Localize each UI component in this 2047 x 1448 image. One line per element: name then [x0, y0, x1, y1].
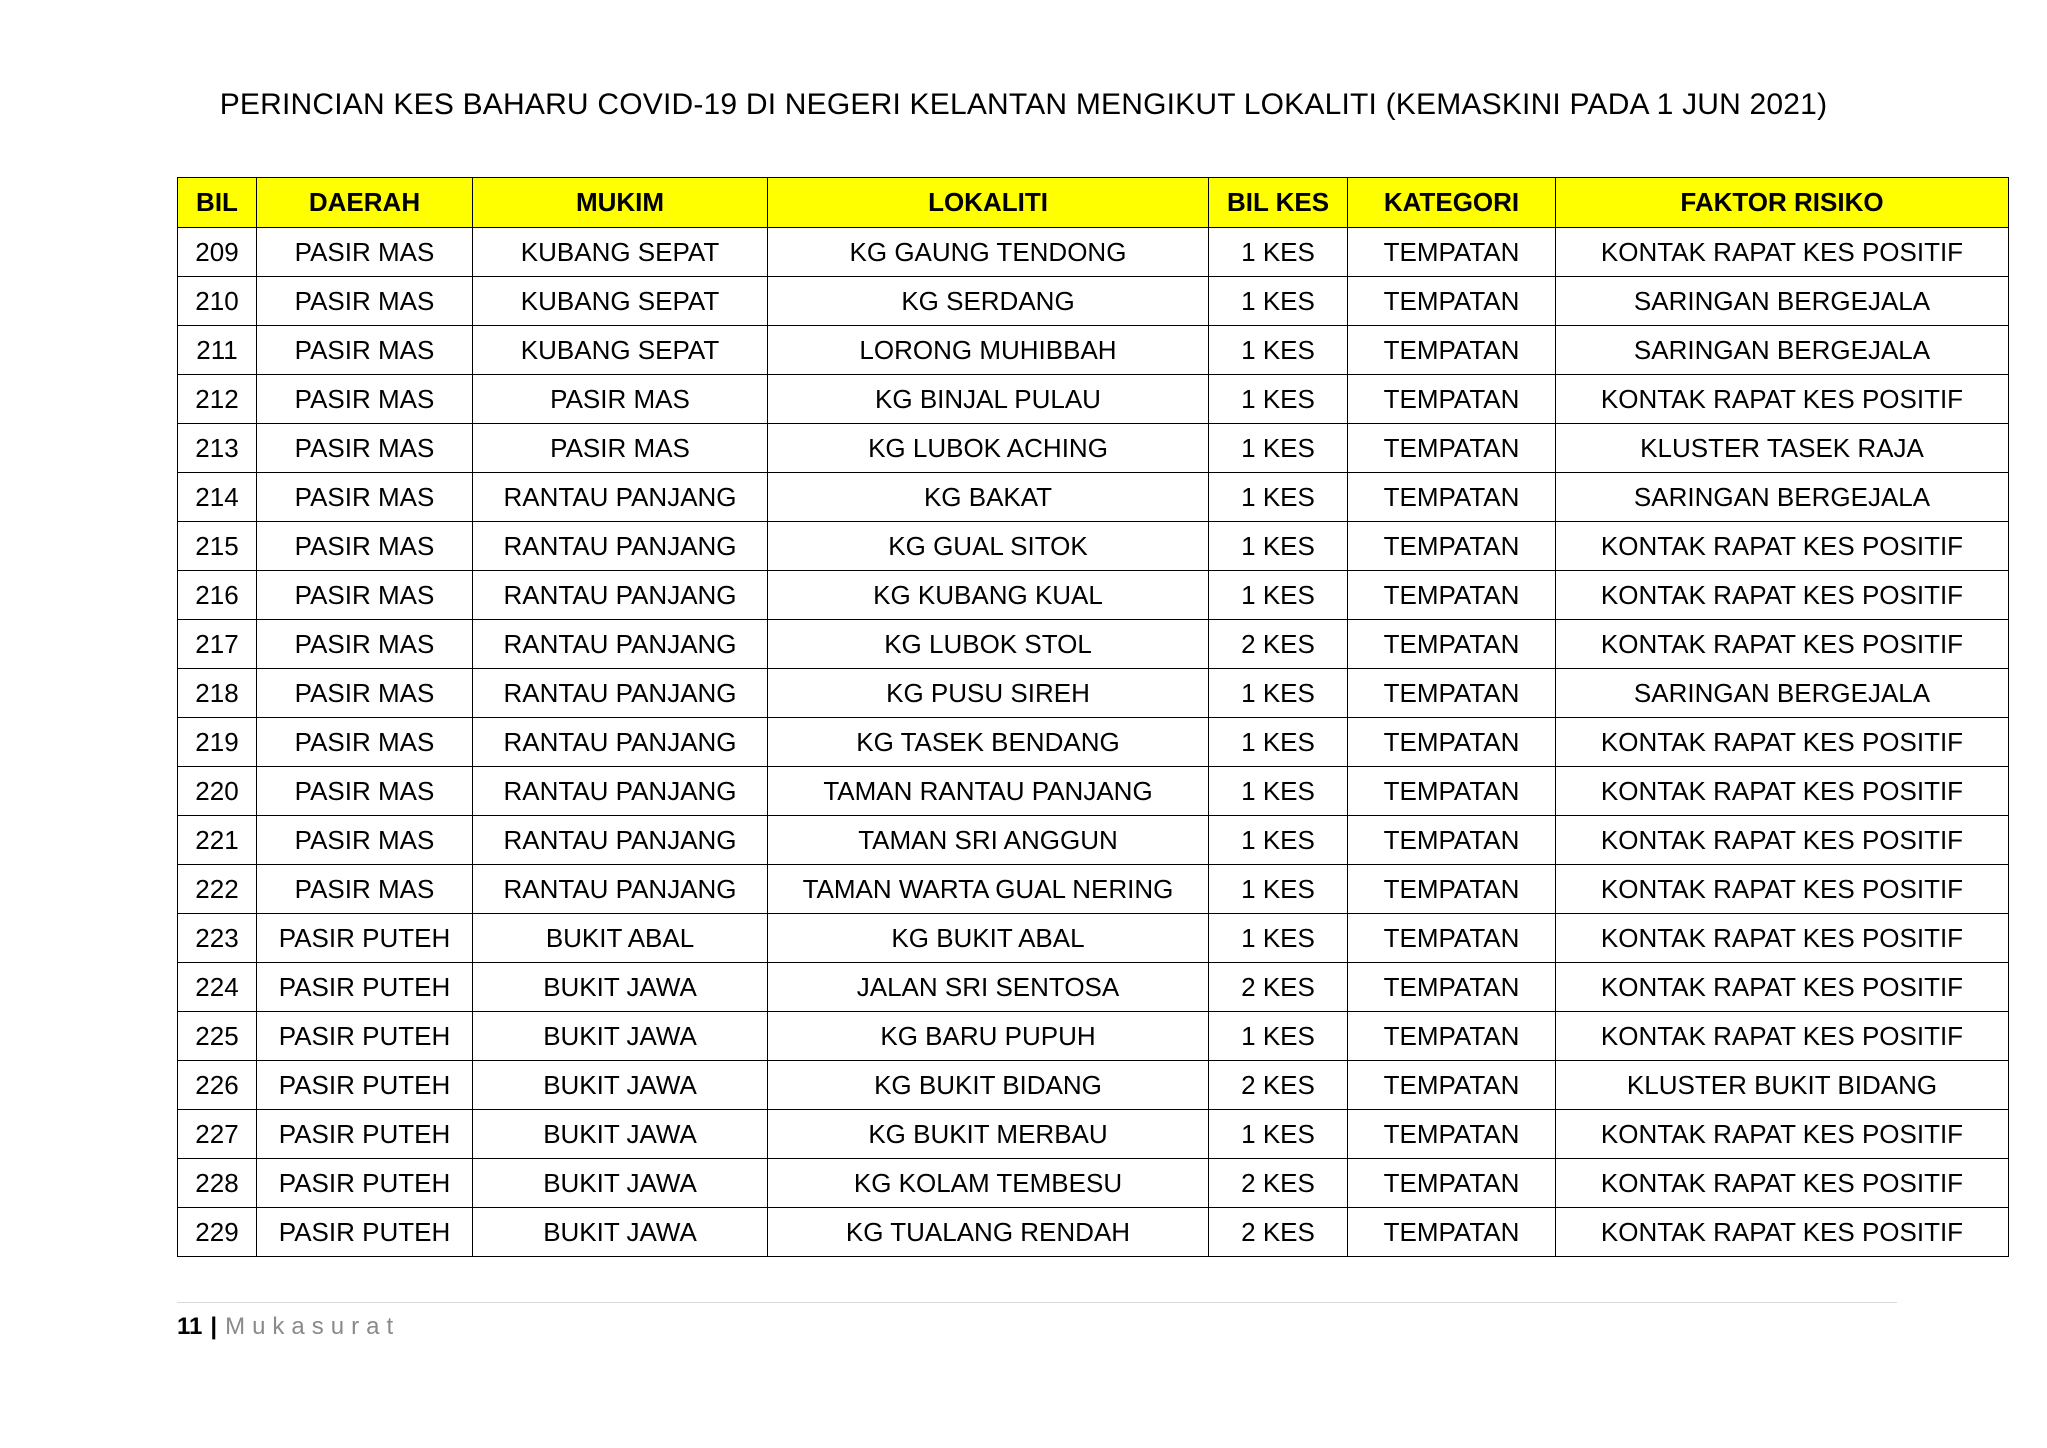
table-row [178, 963, 2009, 1012]
cell-col-faktor-risiko: SARINGAN BERGEJALA [1556, 326, 2009, 375]
cell-col-mukim: RANTAU PANJANG [473, 473, 768, 522]
cell-col-bil: 223 [178, 914, 257, 963]
cell-col-kategori: TEMPATAN [1348, 1110, 1556, 1159]
header-col-lokaliti: LOKALITI [768, 178, 1209, 228]
header-col-faktor-risiko: FAKTOR RISIKO [1556, 178, 2009, 228]
cell-col-lokaliti: KG GUAL SITOK [768, 522, 1209, 571]
cell-col-bil-kes: 1 KES [1209, 571, 1348, 620]
cell-col-mukim: KUBANG SEPAT [473, 277, 768, 326]
table-row [178, 620, 2009, 669]
cell-col-mukim: BUKIT ABAL [473, 914, 768, 963]
cell-col-daerah: PASIR PUTEH [257, 963, 473, 1012]
cell-col-kategori: TEMPATAN [1348, 1208, 1556, 1257]
cell-col-kategori: TEMPATAN [1348, 767, 1556, 816]
cell-col-bil-kes: 1 KES [1209, 1012, 1348, 1061]
page-title: PERINCIAN KES BAHARU COVID-19 DI NEGERI KELANTAN MENGIKUT LOKALITI (KEMASKINI PADA 1 JUN 2021) [219, 88, 1828, 121]
cell-col-bil-kes: 2 KES [1209, 620, 1348, 669]
cell-col-bil-kes: 1 KES [1209, 718, 1348, 767]
table-row [178, 718, 2009, 767]
cell-col-daerah: PASIR PUTEH [257, 1012, 473, 1061]
cell-col-bil: 211 [178, 326, 257, 375]
table-row [178, 1012, 2009, 1061]
cell-col-kategori: TEMPATAN [1348, 522, 1556, 571]
cell-col-kategori: TEMPATAN [1348, 669, 1556, 718]
cell-col-kategori: TEMPATAN [1348, 914, 1556, 963]
cell-col-faktor-risiko: KONTAK RAPAT KES POSITIF [1556, 1012, 2009, 1061]
cell-col-faktor-risiko: KONTAK RAPAT KES POSITIF [1556, 1159, 2009, 1208]
table-row [178, 228, 2009, 277]
cell-col-daerah: PASIR MAS [257, 718, 473, 767]
cell-col-daerah: PASIR MAS [257, 571, 473, 620]
cell-col-mukim: RANTAU PANJANG [473, 718, 768, 767]
cell-col-faktor-risiko: KONTAK RAPAT KES POSITIF [1556, 914, 2009, 963]
cell-col-faktor-risiko: KONTAK RAPAT KES POSITIF [1556, 816, 2009, 865]
cell-col-bil: 229 [178, 1208, 257, 1257]
cell-col-bil: 218 [178, 669, 257, 718]
cell-col-kategori: TEMPATAN [1348, 865, 1556, 914]
cell-col-bil-kes: 1 KES [1209, 375, 1348, 424]
table-body [178, 228, 2009, 1257]
cell-col-faktor-risiko: KLUSTER TASEK RAJA [1556, 424, 2009, 473]
cell-col-lokaliti: KG TASEK BENDANG [768, 718, 1209, 767]
table-row [178, 522, 2009, 571]
cell-col-faktor-risiko: SARINGAN BERGEJALA [1556, 473, 2009, 522]
cell-col-faktor-risiko: KONTAK RAPAT KES POSITIF [1556, 620, 2009, 669]
cell-col-daerah: PASIR MAS [257, 473, 473, 522]
cell-col-bil: 225 [178, 1012, 257, 1061]
table-row [178, 1159, 2009, 1208]
cell-col-kategori: TEMPATAN [1348, 473, 1556, 522]
cell-col-bil: 220 [178, 767, 257, 816]
cell-col-lokaliti: KG BARU PUPUH [768, 1012, 1209, 1061]
cell-col-bil: 209 [178, 228, 257, 277]
cell-col-lokaliti: KG BAKAT [768, 473, 1209, 522]
cell-col-lokaliti: KG PUSU SIREH [768, 669, 1209, 718]
table-row [178, 669, 2009, 718]
cell-col-lokaliti: KG LUBOK ACHING [768, 424, 1209, 473]
cell-col-lokaliti: TAMAN WARTA GUAL NERING [768, 865, 1209, 914]
cell-col-lokaliti: KG BUKIT MERBAU [768, 1110, 1209, 1159]
cell-col-mukim: KUBANG SEPAT [473, 326, 768, 375]
cell-col-kategori: TEMPATAN [1348, 816, 1556, 865]
cell-col-mukim: PASIR MAS [473, 375, 768, 424]
cell-col-daerah: PASIR MAS [257, 375, 473, 424]
cell-col-daerah: PASIR MAS [257, 816, 473, 865]
cell-col-faktor-risiko: KONTAK RAPAT KES POSITIF [1556, 571, 2009, 620]
cell-col-mukim: RANTAU PANJANG [473, 669, 768, 718]
table-row [178, 1061, 2009, 1110]
cell-col-bil-kes: 1 KES [1209, 277, 1348, 326]
cell-col-daerah: PASIR PUTEH [257, 1110, 473, 1159]
cell-col-daerah: PASIR MAS [257, 865, 473, 914]
cell-col-daerah: PASIR MAS [257, 424, 473, 473]
cell-col-bil-kes: 1 KES [1209, 522, 1348, 571]
cell-col-mukim: RANTAU PANJANG [473, 767, 768, 816]
cell-col-bil-kes: 1 KES [1209, 816, 1348, 865]
cell-col-lokaliti: KG TUALANG RENDAH [768, 1208, 1209, 1257]
cell-col-mukim: BUKIT JAWA [473, 1159, 768, 1208]
table-header-row [178, 178, 2009, 228]
table-row [178, 375, 2009, 424]
cell-col-lokaliti: JALAN SRI SENTOSA [768, 963, 1209, 1012]
cell-col-faktor-risiko: KONTAK RAPAT KES POSITIF [1556, 1110, 2009, 1159]
header-col-mukim: MUKIM [473, 178, 768, 228]
cell-col-kategori: TEMPATAN [1348, 228, 1556, 277]
cell-col-bil: 228 [178, 1159, 257, 1208]
cell-col-bil: 219 [178, 718, 257, 767]
cell-col-faktor-risiko: KONTAK RAPAT KES POSITIF [1556, 865, 2009, 914]
cell-col-mukim: RANTAU PANJANG [473, 522, 768, 571]
cell-col-bil-kes: 1 KES [1209, 865, 1348, 914]
cell-col-faktor-risiko: KONTAK RAPAT KES POSITIF [1556, 228, 2009, 277]
header-col-kategori: KATEGORI [1348, 178, 1556, 228]
cell-col-bil-kes: 1 KES [1209, 473, 1348, 522]
cell-col-lokaliti: KG BUKIT BIDANG [768, 1061, 1209, 1110]
cell-col-mukim: BUKIT JAWA [473, 1110, 768, 1159]
cell-col-bil: 221 [178, 816, 257, 865]
table-row [178, 277, 2009, 326]
cell-col-kategori: TEMPATAN [1348, 326, 1556, 375]
cell-col-kategori: TEMPATAN [1348, 277, 1556, 326]
cell-col-bil-kes: 2 KES [1209, 1159, 1348, 1208]
cell-col-lokaliti: KG KOLAM TEMBESU [768, 1159, 1209, 1208]
cell-col-bil-kes: 1 KES [1209, 669, 1348, 718]
cell-col-mukim: RANTAU PANJANG [473, 620, 768, 669]
page-number: 11 [177, 1313, 203, 1340]
table-row [178, 767, 2009, 816]
cell-col-kategori: TEMPATAN [1348, 571, 1556, 620]
cell-col-lokaliti: KG KUBANG KUAL [768, 571, 1209, 620]
cell-col-faktor-risiko: SARINGAN BERGEJALA [1556, 277, 2009, 326]
cell-col-daerah: PASIR MAS [257, 767, 473, 816]
cell-col-kategori: TEMPATAN [1348, 424, 1556, 473]
table-row [178, 865, 2009, 914]
cell-col-kategori: TEMPATAN [1348, 718, 1556, 767]
cell-col-bil: 212 [178, 375, 257, 424]
cell-col-kategori: TEMPATAN [1348, 1159, 1556, 1208]
cell-col-mukim: BUKIT JAWA [473, 1208, 768, 1257]
page-footer [177, 1313, 400, 1341]
cell-col-faktor-risiko: KONTAK RAPAT KES POSITIF [1556, 1208, 2009, 1257]
cell-col-faktor-risiko: SARINGAN BERGEJALA [1556, 669, 2009, 718]
table-row [178, 326, 2009, 375]
cell-col-lokaliti: TAMAN SRI ANGGUN [768, 816, 1209, 865]
header-col-bil: BIL [178, 178, 257, 228]
cell-col-bil: 222 [178, 865, 257, 914]
cell-col-mukim: KUBANG SEPAT [473, 228, 768, 277]
cell-col-bil-kes: 1 KES [1209, 326, 1348, 375]
cases-table [177, 177, 2009, 1257]
cell-col-lokaliti: KG BINJAL PULAU [768, 375, 1209, 424]
table-row [178, 816, 2009, 865]
cell-col-kategori: TEMPATAN [1348, 1012, 1556, 1061]
cell-col-lokaliti: KG SERDANG [768, 277, 1209, 326]
cell-col-lokaliti: KG GAUNG TENDONG [768, 228, 1209, 277]
cell-col-bil: 224 [178, 963, 257, 1012]
cell-col-bil: 213 [178, 424, 257, 473]
cell-col-faktor-risiko: KONTAK RAPAT KES POSITIF [1556, 963, 2009, 1012]
cell-col-bil-kes: 2 KES [1209, 1208, 1348, 1257]
table-row [178, 473, 2009, 522]
footer-separator: | [210, 1313, 218, 1340]
cell-col-faktor-risiko: KONTAK RAPAT KES POSITIF [1556, 767, 2009, 816]
cell-col-daerah: PASIR PUTEH [257, 1061, 473, 1110]
cell-col-bil-kes: 1 KES [1209, 424, 1348, 473]
cell-col-lokaliti: TAMAN RANTAU PANJANG [768, 767, 1209, 816]
cell-col-lokaliti: KG LUBOK STOL [768, 620, 1209, 669]
cell-col-mukim: RANTAU PANJANG [473, 571, 768, 620]
cell-col-bil: 227 [178, 1110, 257, 1159]
cell-col-bil: 214 [178, 473, 257, 522]
table-row [178, 571, 2009, 620]
cell-col-daerah: PASIR MAS [257, 228, 473, 277]
cell-col-faktor-risiko: KONTAK RAPAT KES POSITIF [1556, 375, 2009, 424]
cell-col-daerah: PASIR MAS [257, 620, 473, 669]
cell-col-bil: 215 [178, 522, 257, 571]
page-label: Mukasurat [225, 1313, 401, 1340]
cell-col-bil: 210 [178, 277, 257, 326]
cell-col-bil-kes: 1 KES [1209, 914, 1348, 963]
header-col-bil-kes: BIL KES [1209, 178, 1348, 228]
cell-col-faktor-risiko: KLUSTER BUKIT BIDANG [1556, 1061, 2009, 1110]
cell-col-daerah: PASIR MAS [257, 669, 473, 718]
table-row [178, 424, 2009, 473]
header-col-daerah: DAERAH [257, 178, 473, 228]
cell-col-mukim: BUKIT JAWA [473, 1061, 768, 1110]
cell-col-bil: 216 [178, 571, 257, 620]
cell-col-bil-kes: 1 KES [1209, 228, 1348, 277]
cell-col-kategori: TEMPATAN [1348, 375, 1556, 424]
cell-col-daerah: PASIR MAS [257, 277, 473, 326]
cell-col-kategori: TEMPATAN [1348, 963, 1556, 1012]
cell-col-mukim: PASIR MAS [473, 424, 768, 473]
cell-col-faktor-risiko: KONTAK RAPAT KES POSITIF [1556, 718, 2009, 767]
cell-col-bil-kes: 2 KES [1209, 963, 1348, 1012]
cell-col-mukim: BUKIT JAWA [473, 963, 768, 1012]
cell-col-daerah: PASIR PUTEH [257, 1159, 473, 1208]
cell-col-bil: 217 [178, 620, 257, 669]
cell-col-lokaliti: KG BUKIT ABAL [768, 914, 1209, 963]
table-row [178, 914, 2009, 963]
table-row [178, 1208, 2009, 1257]
cell-col-daerah: PASIR PUTEH [257, 914, 473, 963]
cell-col-bil-kes: 2 KES [1209, 1061, 1348, 1110]
cell-col-daerah: PASIR MAS [257, 522, 473, 571]
cell-col-lokaliti: LORONG MUHIBBAH [768, 326, 1209, 375]
cell-col-bil: 226 [178, 1061, 257, 1110]
cell-col-kategori: TEMPATAN [1348, 1061, 1556, 1110]
cell-col-mukim: RANTAU PANJANG [473, 865, 768, 914]
cell-col-bil-kes: 1 KES [1209, 1110, 1348, 1159]
cell-col-mukim: BUKIT JAWA [473, 1012, 768, 1061]
table-row [178, 1110, 2009, 1159]
cell-col-mukim: RANTAU PANJANG [473, 816, 768, 865]
cell-col-daerah: PASIR PUTEH [257, 1208, 473, 1257]
footer-divider [177, 1302, 1897, 1303]
cell-col-faktor-risiko: KONTAK RAPAT KES POSITIF [1556, 522, 2009, 571]
cell-col-daerah: PASIR MAS [257, 326, 473, 375]
cell-col-bil-kes: 1 KES [1209, 767, 1348, 816]
cell-col-kategori: TEMPATAN [1348, 620, 1556, 669]
